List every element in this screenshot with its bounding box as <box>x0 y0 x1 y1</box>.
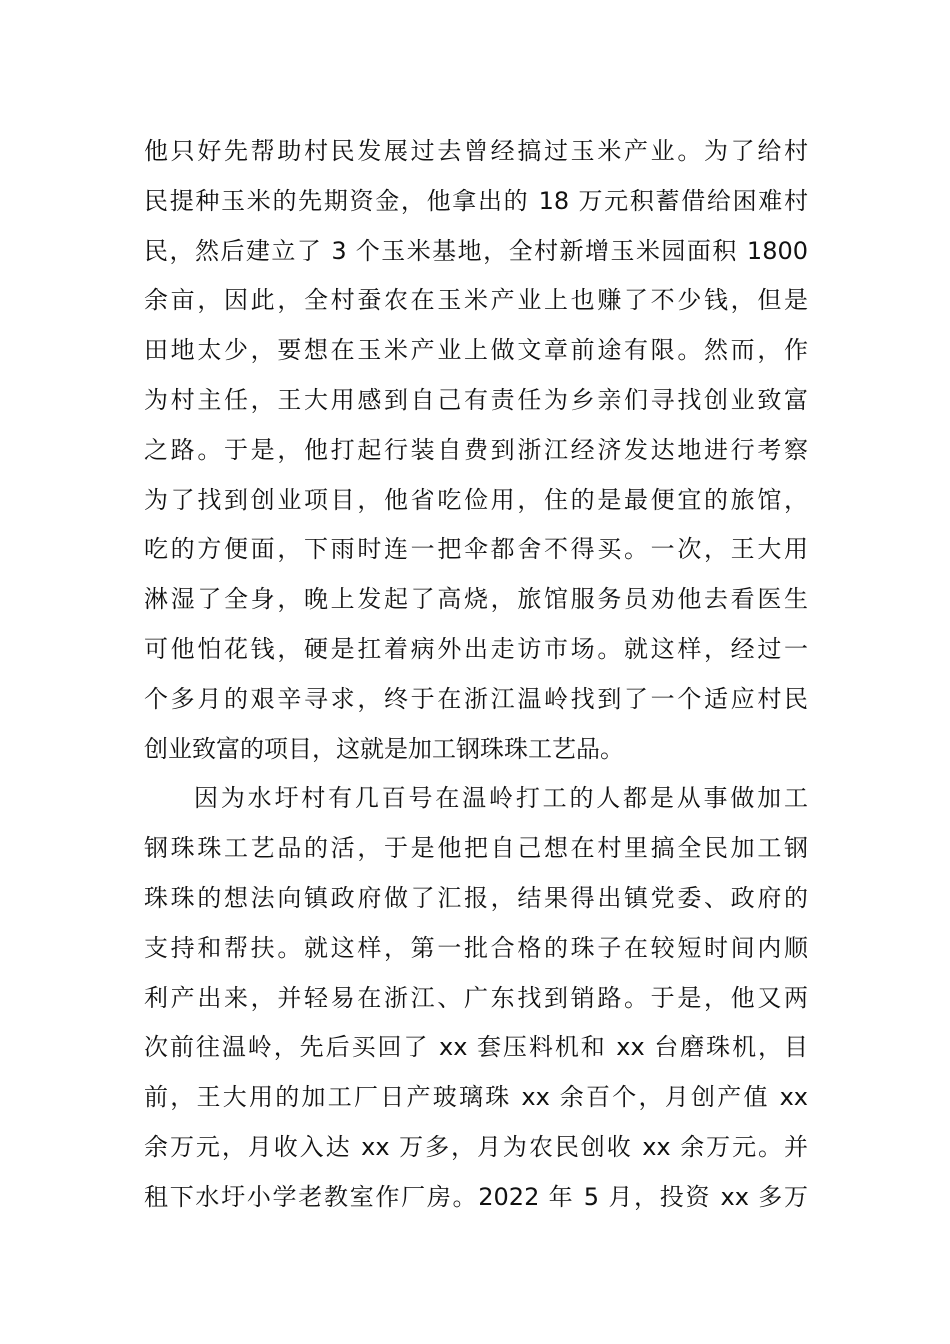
text-line: 次前往温岭，先后买回了 xx 套压料机和 xx 台磨珠机，目 <box>144 1033 808 1062</box>
text-line: 他只好先帮助村民发展过去曾经搞过玉米产业。为了给村 <box>144 137 808 165</box>
text-line: 前，王大用的加工厂日产玻璃珠 xx 余百个，月创产值 xx <box>144 1083 808 1112</box>
text-line: 为了找到创业项目，他省吃俭用，住的是最便宜的旅馆， <box>144 485 808 514</box>
text-line: 租下水圩小学老教室作厂房。2022 年 5 月，投资 xx 多万 <box>144 1182 808 1211</box>
text-line: 吃的方便面，下雨时连一把伞都舍不得买。一次，王大用 <box>144 535 808 564</box>
text-line: 田地太少，要想在玉米产业上做文章前途有限。然而，作 <box>144 336 808 365</box>
paragraph-1 <box>144 127 808 774</box>
text-line: 利产出来，并轻易在浙江、广东找到销路。于是，他又两 <box>144 983 808 1012</box>
text-line: 之路。于是，他打起行装自费到浙江经济发达地进行考察 <box>144 435 808 464</box>
text-line: 民，然后建立了 3 个玉米基地，全村新增玉米园面积 1800 <box>144 236 808 265</box>
document-body <box>144 127 808 1223</box>
text-line: 可他怕花钱，硬是扛着病外出走访市场。就这样，经过一 <box>144 634 808 663</box>
text-line: 余亩，因此，全村蚕农在玉米产业上也赚了不少钱，但是 <box>144 286 808 315</box>
text-line: 余万元，月收入达 xx 万多，月为农民创收 xx 余万元。并 <box>144 1132 808 1161</box>
text-line: 个多月的艰辛寻求，终于在浙江温岭找到了一个适应村民 <box>144 684 808 713</box>
text-line: 钢珠珠工艺品的活，于是他把自己想在村里搞全民加工钢 <box>144 834 808 863</box>
text-line: 淋湿了全身，晚上发起了高烧，旅馆服务员劝他去看医生 <box>144 585 808 614</box>
paragraph-2 <box>144 774 808 1222</box>
text-line: 珠珠的想法向镇政府做了汇报，结果得出镇党委、政府的 <box>144 883 808 912</box>
text-line: 创业致富的项目，这就是加工钢珠珠工艺品。 <box>144 734 624 763</box>
text-line: 民提种玉米的先期资金，他拿出的 18 万元积蓄借给困难村 <box>144 186 808 215</box>
text-line: 因为水圩村有几百号在温岭打工的人都是从事做加工 <box>194 784 808 813</box>
text-line: 为村主任，王大用感到自己有责任为乡亲们寻找创业致富 <box>144 385 808 414</box>
text-line: 支持和帮扶。就这样，第一批合格的珠子在较短时间内顺 <box>144 933 808 962</box>
